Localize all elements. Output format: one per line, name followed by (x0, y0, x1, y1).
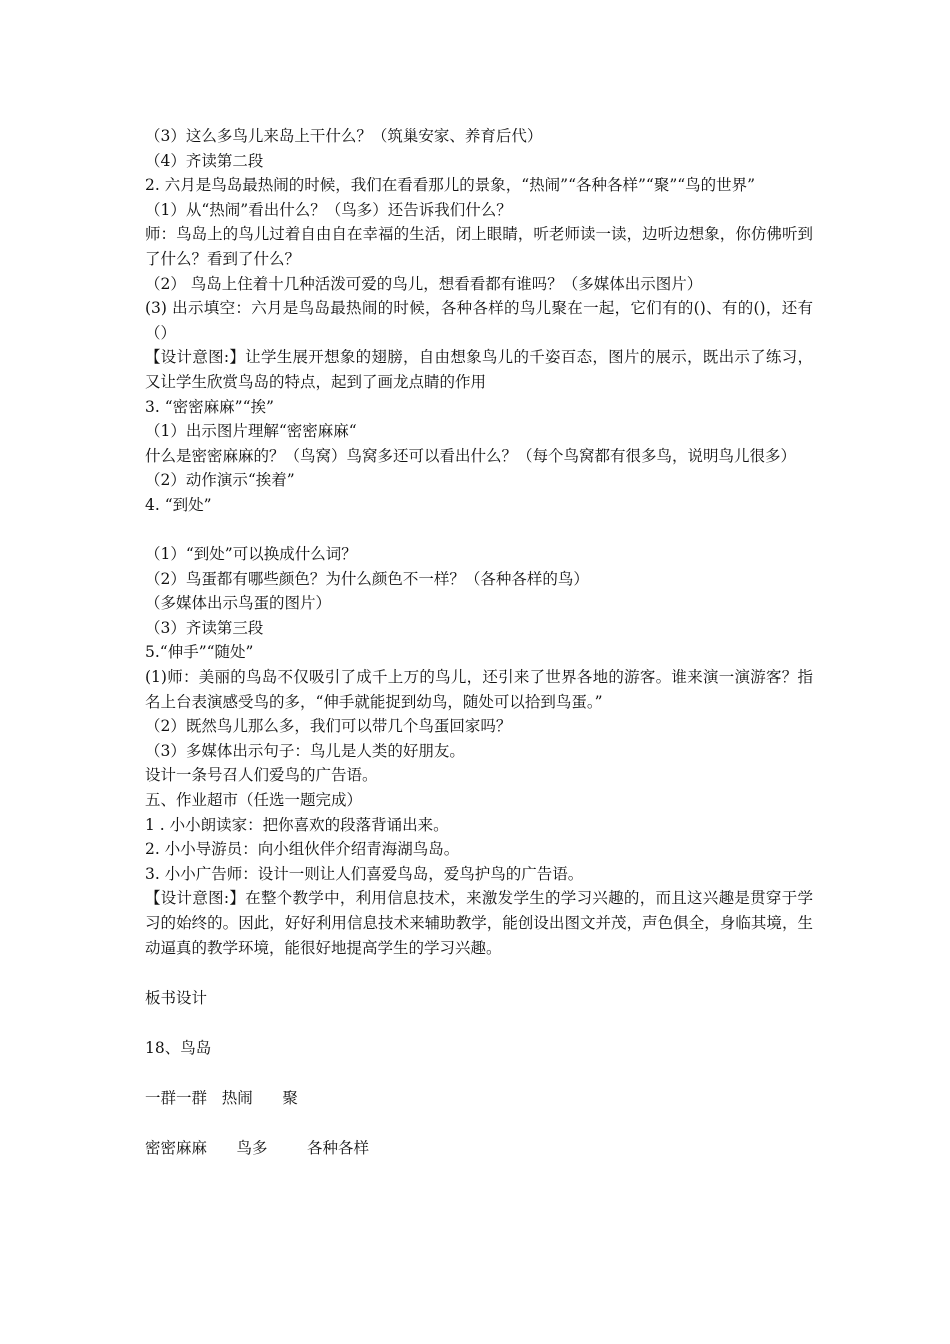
text-paragraph: (3) 出示填空：六月是鸟岛最热闹的时候，各种各样的鸟儿聚在一起，它们有的()、有的()，还有（） (145, 299, 813, 342)
board-heading: 板书设计 (145, 989, 208, 1008)
text-line: （2） 鸟岛上住着十几种活泼可爱的鸟儿，想看看都有谁吗？（多媒体出示图片） (145, 274, 703, 293)
text-paragraph: 师：鸟岛上的鸟儿过着自由自在幸福的生活，闭上眼睛，听老师读一读，边听边想象，你仿佛听到了什么？看到了什么？ (145, 225, 813, 268)
board-title: 18、鸟岛 (145, 1039, 212, 1058)
homework-item: 3. 小小广告师：设计一则让人们喜爱鸟岛，爱鸟护鸟的广告语。 (145, 864, 584, 883)
text-line: （2）动作演示“挨着” (145, 471, 295, 490)
text-paragraph: 什么是密密麻麻的？（鸟窝）鸟窝多还可以看出什么？（每个鸟窝都有很多鸟，说明鸟儿很多） (145, 446, 797, 465)
section-heading: 4. “到处” (145, 495, 212, 514)
text-line: （3）多媒体出示句子：鸟儿是人类的好朋友。 (145, 741, 465, 760)
design-intent-paragraph: 【设计意图:】让学生展开想象的翅膀，自由想象鸟儿的千姿百态，图片的展示，既出示了练习，又让学生欣赏鸟岛的特点，起到了画龙点睛的作用 (145, 348, 813, 391)
text-line: 设计一条号召人们爱鸟的广告语。 (145, 766, 378, 785)
spacer (145, 1060, 813, 1086)
board-row-2: 密密麻麻 鸟多 各种各样 (145, 1139, 369, 1158)
spacer (145, 1010, 813, 1036)
text-paragraph: 2. 六月是鸟岛最热闹的时候，我们在看看那儿的景象，“热闹”“各种各样”“聚”“鸟的世界” (145, 176, 756, 195)
text-line: （多媒体出示鸟蛋的图片） (145, 594, 332, 613)
section-heading: 3. “密密麻麻”“挨” (145, 397, 274, 416)
text-paragraph: (1)师：美丽的鸟岛不仅吸引了成千上万的鸟儿，还引来了世界各地的游客。谁来演一演游客？指名上台表演感受鸟的多，“伸手就能捉到幼鸟，随处可以拾到鸟蛋。” (145, 668, 813, 711)
section-heading: 五、作业超市（任选一题完成） (145, 791, 363, 810)
text-line: （1）出示图片理解“密密麻麻“ (145, 422, 357, 441)
design-intent-paragraph: 【设计意图:】在整个教学中，利用信息技术，来激发学生的学习兴趣的，而且这兴趣是贯穿于学习的始终的。因此，好好利用信息技术来辅助教学，能创设出图文并茂，声色俱全，身临其境，生动逼真的教学环境，能很好地提高学生的学习兴趣。 (145, 889, 813, 957)
spacer (145, 1110, 813, 1136)
text-line: （2）既然鸟儿那么多，我们可以带几个鸟蛋回家吗？ (145, 717, 512, 736)
section-heading: 5.“伸手”“随处” (145, 643, 254, 662)
spacer (145, 960, 813, 986)
blank-line (145, 518, 813, 543)
document-page (145, 124, 813, 1160)
text-line: （4）齐读第二段 (145, 151, 264, 170)
text-line: （3）齐读第三段 (145, 618, 264, 637)
text-line: （2）鸟蛋都有哪些颜色？为什么颜色不一样？（各种各样的鸟） (145, 569, 589, 588)
text-line: （3）这么多鸟儿来岛上干什么？（筑巢安家、养育后代） (145, 127, 543, 145)
board-row-1: 一群一群 热闹 聚 (145, 1089, 298, 1108)
homework-item: 2. 小小导游员：向小组伙伴介绍青海湖鸟岛。 (145, 840, 460, 859)
homework-item: 1 . 小小朗读家：把你喜欢的段落背诵出来。 (145, 815, 449, 834)
text-line: （1）从“热闹”看出什么？（鸟多）还告诉我们什么？ (145, 200, 512, 219)
text-line: （1）“到处”可以换成什么词？ (145, 545, 357, 564)
